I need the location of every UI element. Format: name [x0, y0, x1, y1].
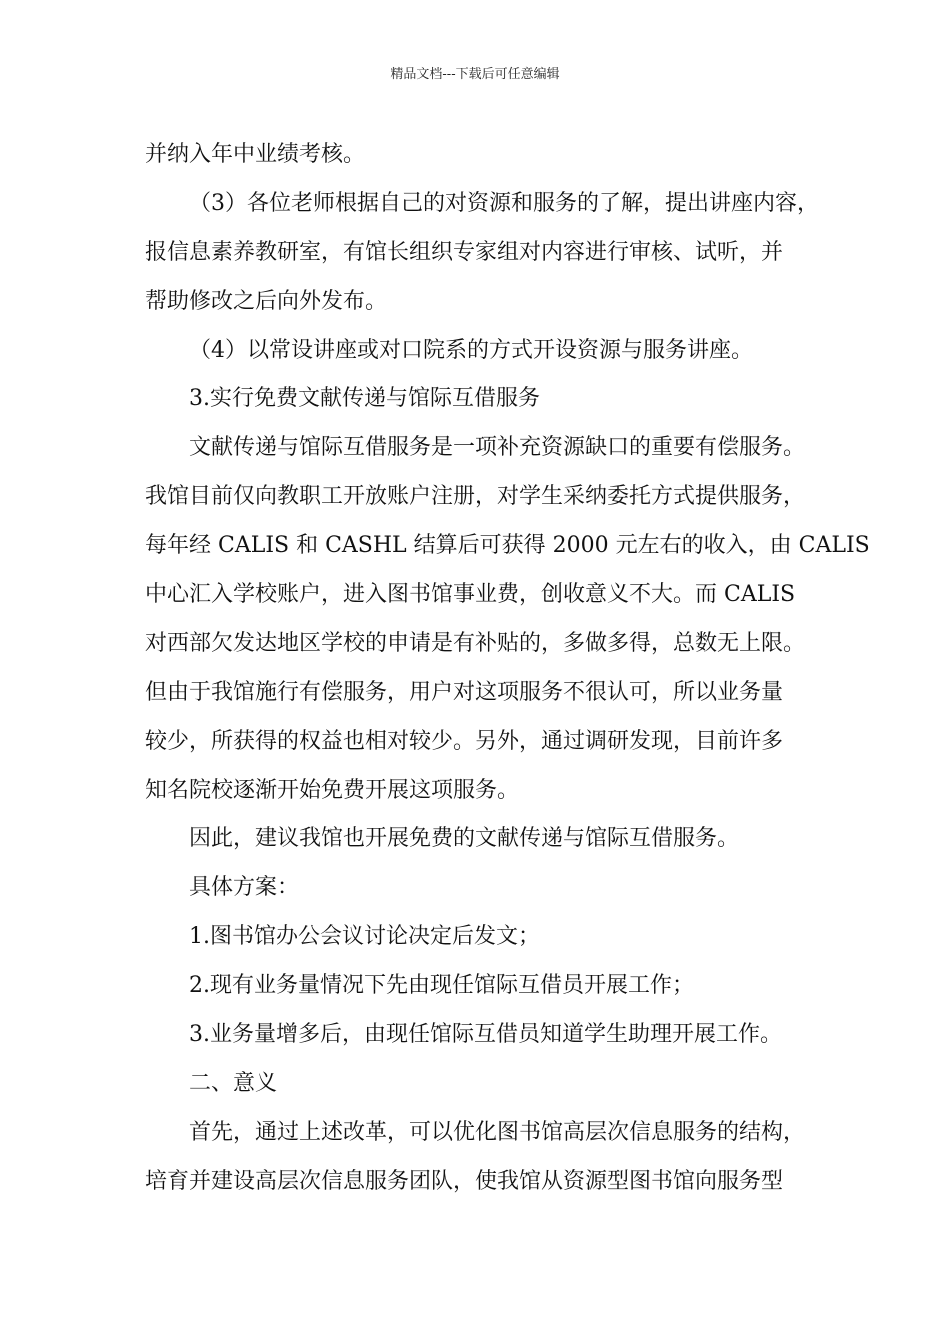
text-line: 2.现有业务量情况下先由现任馆际互借员开展工作； [189, 973, 694, 999]
text-line: 1.图书馆办公会议讨论决定后发文； [189, 924, 540, 950]
text-line: （3）各位老师根据自己的对资源和服务的了解，提出讲座内容， [189, 190, 819, 216]
text-line: 对西部欠发达地区学校的申请是有补贴的，多做多得，总数无上限。 [145, 630, 806, 656]
text-line: 报信息素养教研室，有馆长组织专家组对内容进行审核、试听，并 [145, 239, 784, 265]
text-line: 具体方案： [189, 875, 300, 901]
text-line: 并纳入年中业绩考核。 [145, 142, 366, 167]
text-line: 3.实行免费文献传递与馆际互借服务 [189, 386, 540, 412]
text-line: 二、意义 [189, 1070, 278, 1096]
text-line: 知名院校逐渐开始免费开展这项服务。 [145, 777, 520, 803]
text-line: 每年经 CALIS 和 CASHL 结算后可获得 2000 元左右的收入，由 CALIS [145, 533, 870, 559]
text-line: 我馆目前仅向教职工开放账户注册，对学生采纳委托方式提供服务， [145, 484, 806, 510]
text-line: 较少，所获得的权益也相对较少。另外，通过调研发现，目前许多 [145, 728, 784, 754]
text-line: 但由于我馆施行有偿服务，用户对这项服务不很认可，所以业务量 [145, 679, 784, 705]
text-line: 帮助修改之后向外发布。 [145, 288, 388, 314]
page-header: 精品文档---下载后可任意编辑 [390, 67, 560, 82]
text-line: 文献传递与馆际互借服务是一项补充资源缺口的重要有偿服务。 [189, 435, 806, 461]
text-line: 首先，通过上述改革，可以优化图书馆高层次信息服务的结构， [189, 1119, 806, 1145]
text-line: 因此，建议我馆也开展免费的文献传递与馆际互借服务。 [189, 826, 740, 852]
text-line: 培育并建设高层次信息服务团队，使我馆从资源型图书馆向服务型 [145, 1168, 784, 1194]
text-line: （4）以常设讲座或对口院系的方式开设资源与服务讲座。 [189, 337, 753, 363]
text-line: 3.业务量增多后，由现任馆际互借员知道学生助理开展工作。 [189, 1022, 782, 1048]
text-line: 中心汇入学校账户，进入图书馆事业费，创收意义不大。而 CALIS [145, 582, 796, 608]
body-text [145, 131, 870, 1207]
